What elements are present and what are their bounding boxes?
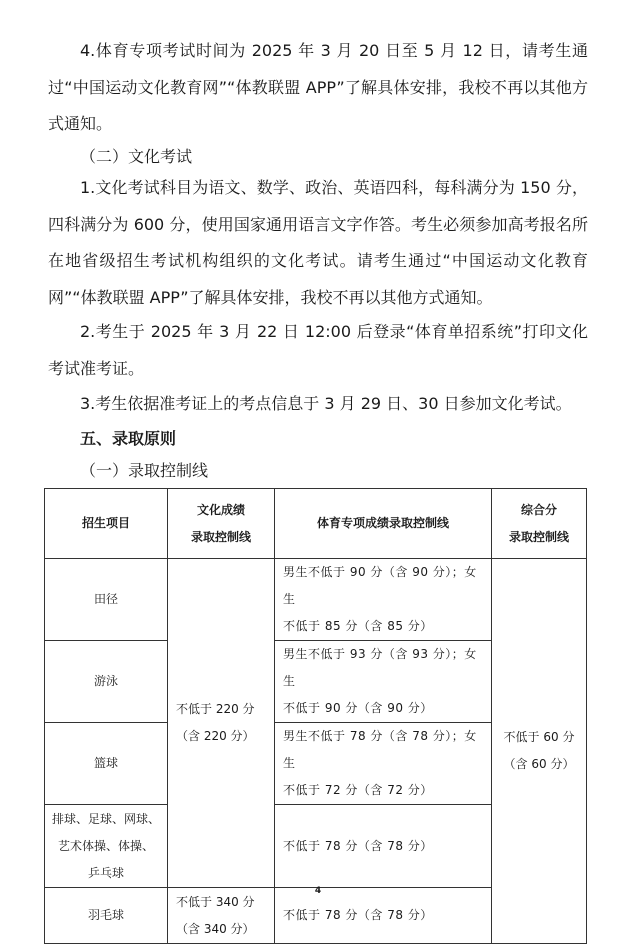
culture-shared-line1: 不低于 220 分 xyxy=(176,702,255,716)
admission-control-table xyxy=(44,488,587,944)
sport-basketball xyxy=(275,723,492,805)
header-overall-line1: 综合分 xyxy=(520,502,557,517)
paragraph-admission-ticket: 2.考生于 2025 年 3 月 22 日 12:00 后登录“体育单招系统”打印文化考试准考证。 xyxy=(48,322,588,378)
table-row xyxy=(45,559,587,641)
sport-badminton: 不低于 78 分（含 78 分） xyxy=(275,888,492,944)
page-number: 4 xyxy=(314,886,322,896)
item-others xyxy=(45,805,168,888)
item-others-line1: 排球、足球、网球、 xyxy=(51,811,160,826)
header-culture xyxy=(168,489,275,559)
culture-badminton-line2: （含 340 分） xyxy=(176,921,255,936)
header-overall-line2: 录取控制线 xyxy=(508,529,569,544)
overall-shared-line1: 不低于 60 分 xyxy=(503,730,575,744)
sport-swimming-line1: 男生不低于 93 分（含 93 分）；女生 xyxy=(283,647,477,688)
item-tianjing: 田径 xyxy=(45,559,168,641)
sport-swimming-line2: 不低于 90 分（含 90 分） xyxy=(283,701,433,715)
sport-basketball-line2: 不低于 72 分（含 72 分） xyxy=(283,783,433,797)
header-culture-line1: 文化成绩 xyxy=(196,502,245,517)
header-culture-line2: 录取控制线 xyxy=(190,529,251,544)
paragraph-culture-subjects: 1.文化考试科目为语文、数学、政治、英语四科，每科满分为 150 分，四科满分为 600 分，使用国家通用语言文字作答。考生必须参加高考报名所在地省级招生考试机构组织的文化考试。请考生通过“中国运动文化教育网”“体教联盟 APP”了解具体安排，我校不再以其他方式通知。 xyxy=(48,178,588,307)
header-overall xyxy=(492,489,587,559)
sport-swimming xyxy=(275,641,492,723)
item-basketball: 篮球 xyxy=(45,723,168,805)
subheading-control-line: （一）录取控制线 xyxy=(80,461,209,480)
subheading-culture-exam: （二）文化考试 xyxy=(80,147,193,166)
sport-tianjing xyxy=(275,559,492,641)
item-swimming: 游泳 xyxy=(45,641,168,723)
header-sport: 体育专项成绩录取控制线 xyxy=(275,489,492,559)
section-heading-admission: 五、录取原则 xyxy=(80,429,177,448)
sport-others: 不低于 78 分（含 78 分） xyxy=(275,805,492,888)
paragraph-exam-location: 3.考生依据准考证上的考点信息于 3 月 29 日、30 日参加文化考试。 xyxy=(80,394,572,413)
sport-tianjing-line1: 男生不低于 90 分（含 90 分）；女生 xyxy=(283,565,477,606)
paragraph-exam-time: 4.体育专项考试时间为 2025 年 3 月 20 日至 5 月 12 日，请考生通过“中国运动文化教育网”“体教联盟 APP”了解具体安排，我校不再以其他方式通知。 xyxy=(48,41,588,133)
sport-basketball-line1: 男生不低于 78 分（含 78 分）；女生 xyxy=(283,729,477,770)
header-item: 招生项目 xyxy=(45,489,168,559)
table-header-row xyxy=(45,489,587,559)
culture-shared-line2: （含 220 分） xyxy=(176,729,255,743)
item-badminton: 羽毛球 xyxy=(45,888,168,944)
item-others-line2: 艺术体操、体操、 xyxy=(57,838,154,853)
overall-shared-line2: （含 60 分） xyxy=(503,757,575,771)
item-others-line3: 乒乓球 xyxy=(87,865,124,880)
culture-badminton-line1: 不低于 340 分 xyxy=(176,894,255,909)
culture-shared-cell xyxy=(168,559,275,888)
sport-tianjing-line2: 不低于 85 分（含 85 分） xyxy=(283,619,433,633)
